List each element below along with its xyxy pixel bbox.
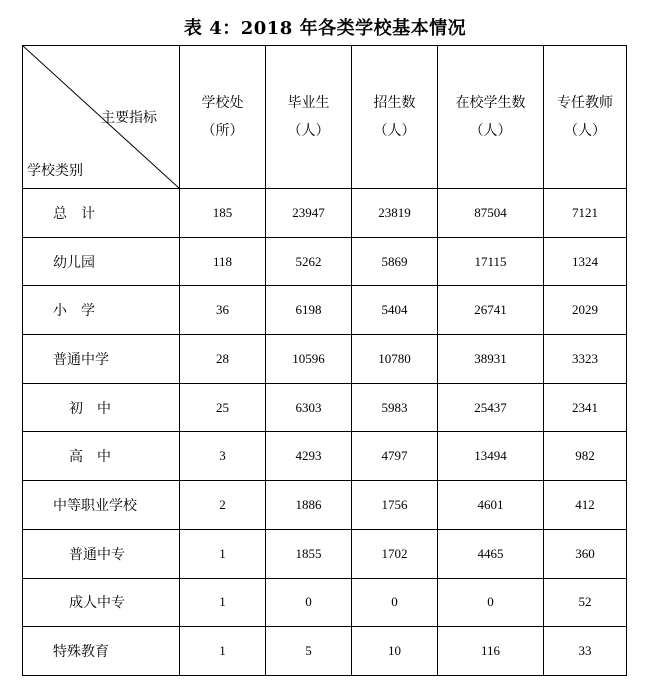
table-row [23,481,627,530]
table-row [23,383,627,432]
table-body [23,189,627,676]
row-label: 高 中 [23,432,180,481]
table-row [23,627,627,676]
row-label: 幼儿园 [23,237,180,286]
table-cell: 5983 [352,383,438,432]
table-cell: 185 [180,189,266,238]
row-label: 初 中 [23,383,180,432]
table-cell: 28 [180,335,266,384]
diagonal-label-school-type: 学校类别 [27,163,83,179]
table-cell: 7121 [544,189,627,238]
row-label: 普通中专 [23,529,180,578]
header-row [23,46,627,189]
table-cell: 23947 [266,189,352,238]
table-cell: 5869 [352,237,438,286]
row-label: 中等职业学校 [23,481,180,530]
column-header-name: 在校学生数 [455,95,526,111]
table-row [23,286,627,335]
table-cell: 10780 [352,335,438,384]
row-label: 总 计 [23,189,180,238]
diagonal-header-cell [23,46,180,189]
table-cell: 52 [544,578,627,627]
table-row [23,578,627,627]
table-cell: 0 [266,578,352,627]
table-cell: 982 [544,432,627,481]
table-cell: 1324 [544,237,627,286]
table-cell: 4465 [438,529,544,578]
table-cell: 3323 [544,335,627,384]
table-cell: 87504 [438,189,544,238]
table-cell: 1 [180,627,266,676]
column-header [180,46,266,189]
column-header-unit: （所） [201,123,244,139]
table-cell: 360 [544,529,627,578]
table-cell: 38931 [438,335,544,384]
table-row [23,432,627,481]
table-cell: 0 [352,578,438,627]
table-cell: 4797 [352,432,438,481]
table-cell: 1702 [352,529,438,578]
table-row [23,189,627,238]
table-cell: 26741 [438,286,544,335]
table-cell: 13494 [438,432,544,481]
school-stats-table [22,45,627,676]
row-label: 小 学 [23,286,180,335]
column-header [266,46,352,189]
table-cell: 10 [352,627,438,676]
table-cell: 2341 [544,383,627,432]
column-header-name: 毕业生 [287,95,330,111]
table-cell: 5404 [352,286,438,335]
table-cell: 1 [180,529,266,578]
table-cell: 4601 [438,481,544,530]
table-row [23,237,627,286]
table-title: 表 4：2018 年各类学校基本情况 [183,18,467,39]
table-cell: 3 [180,432,266,481]
table-cell: 0 [438,578,544,627]
table-row [23,529,627,578]
row-label: 普通中学 [23,335,180,384]
table-cell: 33 [544,627,627,676]
table-cell: 1 [180,578,266,627]
column-header-name: 学校处 [201,95,244,111]
table-cell: 1756 [352,481,438,530]
table-cell: 17115 [438,237,544,286]
table-cell: 5 [266,627,352,676]
column-header-unit: （人） [373,123,416,139]
table-cell: 1886 [266,481,352,530]
column-header [544,46,627,189]
table-cell: 4293 [266,432,352,481]
row-label: 成人中专 [23,578,180,627]
table-cell: 25437 [438,383,544,432]
diagonal-label-indicators: 主要指标 [101,110,157,126]
table-cell: 2029 [544,286,627,335]
table-cell: 2 [180,481,266,530]
table-cell: 23819 [352,189,438,238]
table-cell: 6198 [266,286,352,335]
table-cell: 6303 [266,383,352,432]
table-cell: 1855 [266,529,352,578]
table-cell: 25 [180,383,266,432]
column-header-unit: （人） [469,123,512,139]
column-header-name: 专任教师 [557,95,613,111]
column-header-unit: （人） [287,123,330,139]
column-header-name: 招生数 [373,95,416,111]
table-cell: 36 [180,286,266,335]
row-label: 特殊教育 [23,627,180,676]
table-cell: 116 [438,627,544,676]
table-cell: 5262 [266,237,352,286]
table-row [23,335,627,384]
column-header [438,46,544,189]
column-header-unit: （人） [564,123,606,139]
table-cell: 10596 [266,335,352,384]
table-cell: 118 [180,237,266,286]
column-header [352,46,438,189]
table-cell: 412 [544,481,627,530]
